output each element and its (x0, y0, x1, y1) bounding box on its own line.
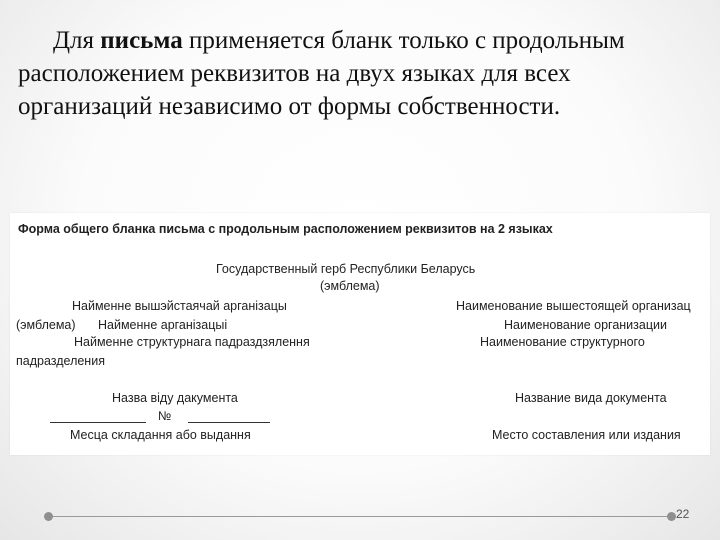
paragraph-line-1-start: Для (53, 27, 101, 54)
paragraph-line-1 (18, 24, 708, 57)
left-higher-org: Найменне вышэйстаячай арганізацы (72, 299, 287, 313)
paragraph-line-1-end: применяется бланк только с продольным (182, 27, 625, 54)
form-title: Форма общего бланка письма с продольным расположением реквизитов на 2 языках (18, 222, 553, 236)
footer-right-dot (667, 512, 676, 521)
right-struct-unit: Наименование структурного (480, 335, 645, 349)
left-doc-type: Назва віду дакумента (112, 391, 238, 405)
left-emblem-placeholder: (эмблема) (16, 318, 76, 332)
paragraph-line-2: расположением реквизитов на двух языках для всех (18, 60, 571, 87)
right-doc-type: Название вида документа (515, 391, 667, 405)
right-higher-org: Наименование вышестоящей организац (456, 299, 691, 313)
left-struct-unit: Найменне структурнага падраздзялення (74, 335, 310, 349)
left-org-name: Найменне арганізацыі (98, 318, 228, 332)
left-struct-unit-cont: падразделения (16, 354, 105, 368)
right-place: Место составления или издания (492, 428, 681, 442)
footer-left-dot (44, 512, 53, 521)
letter-form-sample (10, 213, 710, 455)
emblem-caption: (эмблема) (320, 279, 380, 293)
page-number: 22 (676, 507, 690, 521)
number-blank-line (188, 422, 270, 423)
number-sign: № (158, 409, 172, 423)
state-emblem-title: Государственный герб Республики Беларусь (216, 262, 476, 276)
paragraph-line-3: организаций независимо от формы собственности. (18, 93, 561, 120)
footer-divider (48, 516, 674, 517)
date-blank-line (50, 422, 146, 423)
paragraph-bold-word: письма (100, 27, 183, 54)
right-org-name: Наименование организации (504, 318, 667, 332)
left-place: Месца складання або выдання (70, 428, 251, 442)
intro-paragraph (18, 24, 708, 123)
